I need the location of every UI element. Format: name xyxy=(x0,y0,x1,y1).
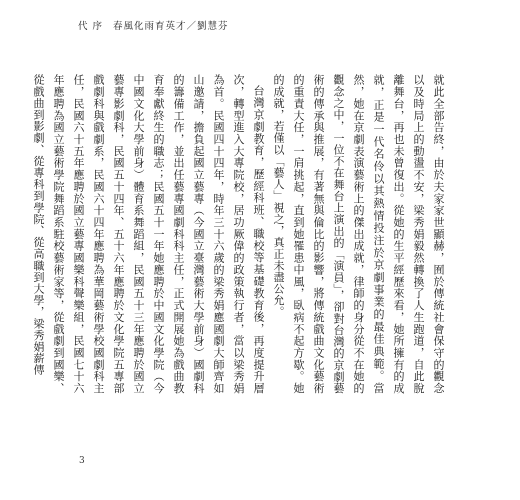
header-chapter-title: 春風化雨育英才／劉慧芬 xyxy=(113,21,229,32)
paragraph-1: 就此全部告終，由於夫家家世顯赫，囿於傳統社會保守的觀念以及時局上的動盪不安，梁秀娟毅然轉換了人生跑道，自此脫離舞台，再也未曾復出。從她的生平經歷來看，她所擁有的成就，正是一代名伶以其熱情投注於京劇事業的最佳典範。當然，她在京劇表演藝術上的傑出成就，律師的身分從不在她的觀念之中，一位不在舞台上演出的「演員」，卻對台灣的京劇藝術的傳承與推展，有著無與倫比的影響，將傳統戲曲文化藝術的重責大任，一肩挑起，直到她罹患中風，臥病不起方歇。她的成就，若僅以「藝人」視之，真正未盡公允。 xyxy=(272,74,445,394)
header-section-label: 代 序 xyxy=(78,21,104,32)
page-number: 3 xyxy=(79,456,85,466)
running-header xyxy=(78,18,229,32)
vertical-body-text xyxy=(32,74,448,394)
paragraph-2: 台灣京劇教育，歷經科班、職校等基礎教育後，再度提升層次，轉型進入大專院校，居功厥偉的政策執行者，當以梁秀娟為首。民國四十四年，時年三十六歲的梁秀娟應國劇大師齊如山邀請，擔負起國立藝專（今國立臺灣藝術大學前身）國劇科的籌備工作，並出任藝專國劇科科主任，正式開展她為戲曲教育奉獻終生的職志；民國五十一年她應聘於中國文化學院（今中國文化大學前身）體育系舞蹈組，民國五十三年應聘於國立藝專影劇科，民國五十四年、五十六年應聘於文化學院五專部戲劇科與戲劇系，民國六十四年應聘為華岡藝術學校國劇科主任，民國六十五年應聘於國立藝專國樂科聲樂組，民國七十六年應聘為國立藝術學院舞蹈系駐校藝術家等，從戲劇到國樂、從戲曲到影劇、從專科到學院、從高職到大學，梁秀娟薪傳 xyxy=(32,74,265,394)
